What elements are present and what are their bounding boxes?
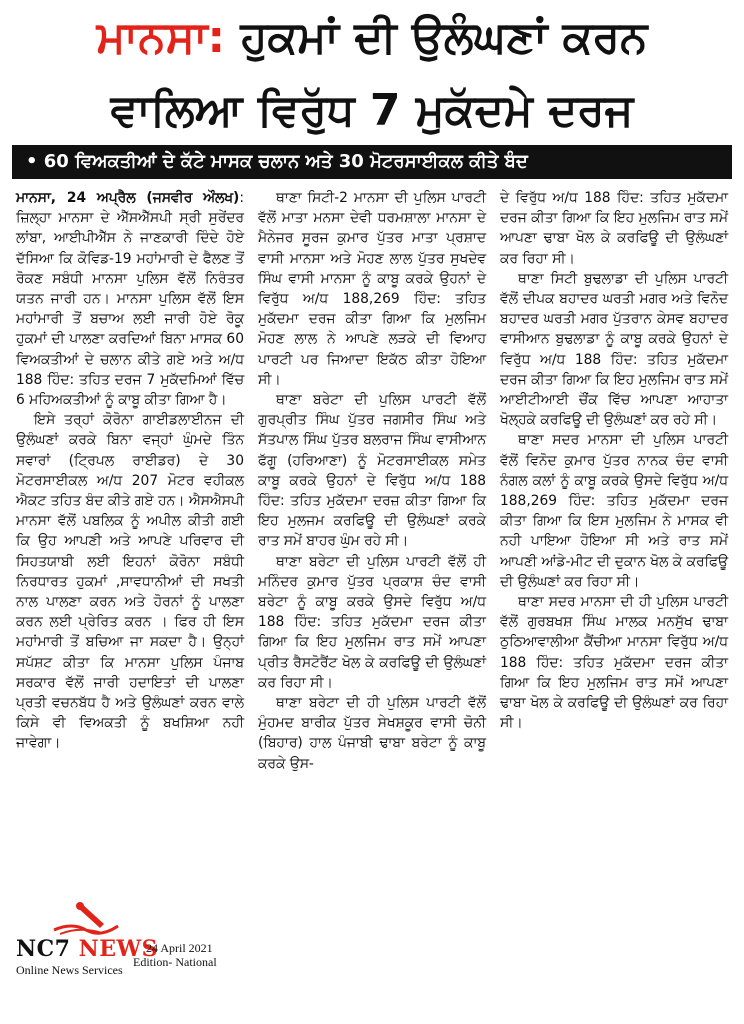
article-column-3 — [500, 188, 728, 733]
dateline: ਮਾਨਸਾ, 24 ਅਪ੍ਰੈਲ (ਜਸਵੀਰ ਔਲਖ) — [16, 190, 240, 206]
paragraph-text: : ਜ਼ਿਲ੍ਹਾ ਮਾਨਸਾ ਦੇ ਐੱਸਐੱਸਪੀ ਸ੍ਰੀ ਸੁਰੇਂਦਰ ਲਾਂਬਾ, ਆਈਪੀਐੱਸ ਨੇ ਜਾਣਕਾਰੀ ਦਿੰਦੇ ਹੋਏ ਦੱਸਿਆ ਕਿ ਕੋਵਿਡ-19 ਮਹਾਂਮਾਰੀ ਦੇ ਫੈਲਣ ਤੋਂ ਰੋਕਣ ਸਬੰਧੀ ਮਾਨਸਾ ਪੁਲਿਸ ਵੱਲੋਂ ਨਿਰੰਤਰ ਯਤਨ ਜਾਰੀ ਹਨ। ਮਾਨਸਾ ਪੁਲਿਸ ਵੱਲੋਂ ਇਸ ਮਹਾਂਮਾਰੀ ਤੋਂ ਬਚਾਅ ਲਈ ਜਾਰੀ ਹੋਏ ਰੋਕੂ ਹੁਕਮਾਂ ਦੀ ਪਾਲਣਾ ਕਰਦਿਆਂ ਬਿਨਾ ਮਾਸਕ 60 ਵਿਅਕਤੀਆਂ ਦੇ ਚਲਾਨ ਕੀਤੇ ਗਏ ਅਤੇ ਅ/ਧ 188 ਹਿੰਦ: ਤਹਿਤ ਦਰਜ 7 ਮੁਕੱਦਮਿਆਂ ਵਿੱਚ 6 ਮਹਿਅਕਤੀਆਂ ਨੂੰ ਕਾਬੂ ਕੀਤਾ ਗਿਆ ਹੈ। — [16, 190, 244, 409]
headline-place: ਮਾਨਸਾ: — [96, 12, 226, 63]
paragraph: ਥਾਣਾ ਬਰੇਟਾ ਦੀ ਪੁਲਿਸ ਪਾਰਟੀ ਵੱਲੋਂ ਗੁਰਪ੍ਰੀਤ ਸਿੰਘ ਪੁੱਤਰ ਜਗਸੀਰ ਸਿੰਘ ਅਤੇ ਸੱਤਪਾਲ ਸਿੰਘ ਪੁੱਤਰ ਬਲਰਾਜ ਸਿੰਘ ਵਾਸੀਆਨ ਫੱਗੂ (ਹਰਿਆਣਾ) ਨੂੰ ਮੋਟਰਸਾਈਕਲ ਸਮੇਤ ਕਾਬੂ ਕਰਕੇ ਉਹਨਾਂ ਦੇ ਵਿਰੁੱਧ ਅ/ਧ 188 ਹਿੰਦ: ਤਹਿਤ ਮੁਕੱਦਮਾ ਦਰਜ਼ ਕੀਤਾ ਗਿਆ ਕਿ ਇਹ ਮੁਲਜਮ ਕਰਫਿਊ ਦੀ ਉਲੰਘਣਾਂ ਕਰਕੇ ਰਾਤ ਸਮੇਂ ਬਾਹਰ ਘੁੰਮ ਰਹੇ ਸੀ। — [258, 392, 486, 550]
paragraph — [16, 188, 244, 410]
headline-line-2: ਵਾਲਿਆ ਵਿਰੁੱਧ 7 ਮੁਕੱਦਮੇ ਦਰਜ — [110, 85, 634, 136]
brand-prefix: NC7 — [16, 936, 71, 962]
article-column-1 — [16, 188, 244, 754]
sub-headline-banner: • 60 ਵਿਅਕਤੀਆਂ ਦੇ ਕੱਟੇ ਮਾਸਕ ਚਲਾਨ ਅਤੇ 30 ਮੋਟਰਸਾਈਕਲ ਕੀਤੇ ਬੰਦ — [12, 145, 732, 179]
brand-suffix: NEWS — [70, 936, 159, 962]
paragraph: ਥਾਣਾ ਸਦਰ ਮਾਨਸਾ ਦੀ ਪੁਲਿਸ ਪਾਰਟੀ ਵੱਲੋਂ ਵਿਨੋਦ ਕੁਮਾਰ ਪੁੱਤਰ ਨਾਨਕ ਚੰਦ ਵਾਸੀ ਨੰਗਲ ਕਲਾਂ ਨੂੰ ਕਾਬੂ ਕਰਕੇ ਉਸਦੇ ਵਿਰੁੱਧ ਅ/ਧ 188,269 ਹਿੰਦ: ਤਹਿਤ ਮੁਕੱਦਮਾ ਦਰਜ ਕੀਤਾ ਗਿਆ ਕਿ ਇਸ ਮੁਲਜਿਮ ਨੇ ਮਾਸਕ ਵੀ ਨਹੀ ਪਾਇਆ ਹੋਇਆ ਸੀ ਅਤੇ ਰਾਤ ਸਮੇਂ ਆਪਣੀ ਆਂਡੇ-ਮੀਟ ਦੀ ਦੁਕਾਨ ਖੋਲ ਕੇ ਕਰਫਿਊ ਦੀ ਉਲੰਘਣਾਂ ਕਰ ਰਿਹਾ ਸੀ। — [500, 432, 728, 590]
article-column-2 — [258, 188, 486, 774]
paragraph: ਥਾਣਾ ਸਦਰ ਮਾਨਸਾ ਦੀ ਹੀ ਪੁਲਿਸ ਪਾਰਟੀ ਵੱਲੋਂ ਗੁਰਬਖਸ਼ ਸਿੰਘ ਮਾਲਕ ਮਨਸੁੱਖ ਢਾਬਾ ਠੁਠਿਆਵਾਲੀਆ ਕੈਂਚੀਆ ਮਾਨਸਾ ਵਿਰੁੱਧ ਅ/ਧ 188 ਹਿੰਦ: ਤਹਿਤ ਮੁਕੱਦਮਾ ਦਰਜ ਕੀਤਾ ਗਿਆ ਕਿ ਇਹ ਮੁਲਜਿਮ ਰਾਤ ਸਮੇਂ ਆਪਣਾ ਢਾਬਾ ਖੋਲ ਕੇ ਕਰਫਿਊ ਦੀ ਉਲੰਘਣਾਂ ਕਰ ਰਿਹਾ ਸੀ। — [500, 594, 728, 732]
brand-tagline: Online News Services — [16, 963, 123, 977]
paragraph: ਇਸੇ ਤਰ੍ਹਾਂ ਕੋਰੋਨਾ ਗਾਈਡਲਾਈਨਜ ਦੀ ਉਲੰਘਣਾਂ ਕਰਕੇ ਬਿਨਾ ਵਜ੍ਹਾਂ ਘੁੰਮਦੇ ਤਿੰਨ ਸਵਾਰਾਂ (ਟ੍ਰਿਪਲ ਰਾਈਡਰ) ਦੇ 30 ਮੋਟਰਸਾਈਕਲ ਅ/ਧ 207 ਮੋਟਰ ਵਹੀਕਲ ਐਕਟ ਤਹਿਤ ਬੰਦ ਕੀਤੇ ਗਏ ਹਨ। ਐਸਐਸਪੀ ਮਾਨਸਾ ਵੱਲੋਂ ਪਬਲਿਕ ਨੂੰ ਅਪੀਲ ਕੀਤੀ ਗਈ ਕਿ ਉਹ ਆਪਣੀ ਅਤੇ ਆਪਣੇ ਪਰਿਵਾਰ ਦੀ ਸਿਹਤਯਾਬੀ ਲਈ ਇਹਨਾਂ ਕੋਰੋਨਾ ਸਬੰਧੀ ਨਿਰਧਾਰਤ ਹੁਕਮਾਂ ,ਸਾਵਧਾਨੀਆਂ ਦੀ ਸਖਤੀ ਨਾਲ ਪਾਲਣਾ ਕਰਨ ਅਤੇ ਹੋਰਨਾਂ ਨੂੰ ਪਾਲਣਾ ਕਰਨ ਲਈ ਪ੍ਰੇਰਿਤ ਕਰਨ । ਫਿਰ ਹੀ ਇਸ ਮਹਾਂਮਾਰੀ ਤੋਂ ਬਚਿਆ ਜਾ ਸਕਦਾ ਹੈ। ਉਨ੍ਹਾਂ ਸਪੱਸ਼ਟ ਕੀਤਾ ਕਿ ਮਾਨਸਾ ਪੁਲਿਸ ਪੰਜਾਬ ਸਰਕਾਰ ਵੱਲੋਂ ਜਾਰੀ ਹਦਾਇਤਾਂ ਦੀ ਪਾਲਣਾ ਪ੍ਰਤੀ ਵਚਨਬੱਧ ਹੈ ਅਤੇ ਉਲੰਘਣਾਂ ਕਰਨ ਵਾਲੇ ਕਿਸੇ ਵੀ ਵਿਅਕਤੀ ਨੂੰ ਬਖਸ਼ਿਆ ਨਹੀ ਜਾਵੇਗਾ। — [16, 412, 244, 752]
edition-label: Edition- National — [133, 955, 217, 969]
paragraph: ਥਾਣਾ ਬਰੇਟਾ ਦੀ ਹੀ ਪੁਲਿਸ ਪਾਰਟੀ ਵੱਲੋਂ ਮੁੰਹਮਦ ਬਾਰੀਕ ਪੁੱਤਰ ਸੇਖਸ਼ਕੂਰ ਵਾਸੀ ਚੋਨੀ (ਬਿਹਾਰ) ਹਾਲ ਪੰਜਾਬੀ ਢਾਬਾ ਬਰੇਟਾ ਨੂੰ ਕਾਬੂ ਕਰਕੇ ਉਸ- — [258, 695, 486, 772]
paragraph: ਥਾਣਾ ਸਿਟੀ ਬੁਢਲਾਡਾ ਦੀ ਪੁਲਿਸ ਪਾਰਟੀ ਵੱਲੋਂ ਦੀਪਕ ਬਹਾਦਰ ਘਰਤੀ ਮਗਰ ਅਤੇ ਵਿਨੋਦ ਬਹਾਦਰ ਘਰਤੀ ਮਗਰ ਪੁੱਤਰਾਨ ਕੇਸਵ ਬਹਾਦਰ ਵਾਸੀਆਨ ਬੁਢਲਾਡਾ ਨੂੰ ਕਾਬੂ ਕਰਕੇ ਉਹਨਾਂ ਦੇ ਵਿਰੁੱਧ ਅ/ਧ 188 ਹਿੰਦ: ਤਹਿਤ ਮੁਕੱਦਮਾ ਦਰਜ ਕੀਤਾ ਗਿਆ ਕਿ ਇਹ ਮੁਲਜਿਮ ਰਾਤ ਸਮੇਂ ਆਈਟੀਆਈ ਚੌਂਕ ਵਿੱਚ ਆਪਣਾ ਆਹਾਤਾ ਖੋਲ੍ਹਕੇ ਕਰਫਿਊ ਦੀ ਉਲੰਘਣਾਂ ਕਰ ਰਹੇ ਸੀ। — [500, 270, 728, 429]
headline-line-1 — [0, 10, 744, 66]
headline-line-1-text: ਹੁਕਮਾਂ ਦੀ ਉਲੰਘਣਾਂ ਕਰਨ — [225, 12, 648, 63]
paragraph: ਦੇ ਵਿਰੁੱਧ ਅ/ਧ 188 ਹਿੰਦ: ਤਹਿਤ ਮੁਕੱਦਮਾ ਦਰਜ ਕੀਤਾ ਗਿਆ ਕਿ ਇਹ ਮੁਲਜਿਮ ਰਾਤ ਸਮੇਂ ਆਪਣਾ ਢਾਬਾ ਖੋਲ ਕੇ ਕਰਫਿਊ ਦੀ ਉਲੰਘਣਾਂ ਕਰ ਰਿਹਾ ਸੀ। — [500, 190, 728, 267]
edition-date: 24 April 2021 — [146, 941, 213, 955]
pen-writing-icon — [52, 900, 122, 938]
paragraph: ਥਾਣਾ ਬਰੇਟਾ ਦੀ ਪੁਲਿਸ ਪਾਰਟੀ ਵੱਲੋਂ ਹੀ ਮਨਿੰਦਰ ਕੁਮਾਰ ਪੁੱਤਰ ਪ੍ਰਕਾਸ਼ ਚੰਦ ਵਾਸੀ ਬਰੇਟਾ ਨੂੰ ਕਾਬੂ ਕਰਕੇ ਉਸਦੇ ਵਿਰੁੱਧ ਅ/ਧ 188 ਹਿੰਦ: ਤਹਿਤ ਮੁਕੱਦਮਾ ਦਰਜ ਕੀਤਾ ਗਿਆ ਕਿ ਇਹ ਮੁਲਜਿਮ ਰਾਤ ਸਮੇਂ ਆਪਣਾ ਪ੍ਰੀਤ ਰੈਸਟੋਰੈਂਟ ਖੋਲ ਕੇ ਕਰਫਿਊ ਦੀ ਉਲੰਘਣਾਂ ਕਰ ਰਿਹਾ ਸੀ। — [258, 553, 486, 691]
paragraph: ਥਾਣਾ ਸਿਟੀ-2 ਮਾਨਸਾ ਦੀ ਪੁਲਿਸ ਪਾਰਟੀ ਵੱਲੋਂ ਮਾਤਾ ਮਨਸਾ ਦੇਵੀ ਧਰਮਸ਼ਾਲਾ ਮਾਨਸਾ ਦੇ ਮੈਨੇਜਰ ਸੂਰਜ ਕੁਮਾਰ ਪੁੱਤਰ ਮਾਤਾ ਪ੍ਰਸ਼ਾਦ ਵਾਸੀ ਮਾਨਸਾ ਅਤੇ ਮੋਹਣ ਲਾਲ ਪੁੱਤਰ ਸੁਖਦੇਵ ਸਿੰਘ ਵਾਸੀ ਮਾਨਸਾ ਨੂੰ ਕਾਬੂ ਕਰਕੇ ਉਹਨਾਂ ਦੇ ਵਿਰੁੱਧ ਅ/ਧ 188,269 ਹਿੰਦ: ਤਹਿਤ ਮੁਕੱਦਮਾ ਦਰਜ ਕੀਤਾ ਗਿਆ ਕਿ ਮੁਲਜਿਮ ਮੋਹਣ ਲਾਲ ਨੇ ਆਪਣੇ ਲੜਕੇ ਦੀ ਵਿਆਹ ਪਾਰਟੀ ਪਰ ਜਿਆਦਾ ਇਕੱਠ ਕੀਤਾ ਹੋਇਆ ਸੀ। — [258, 190, 486, 388]
